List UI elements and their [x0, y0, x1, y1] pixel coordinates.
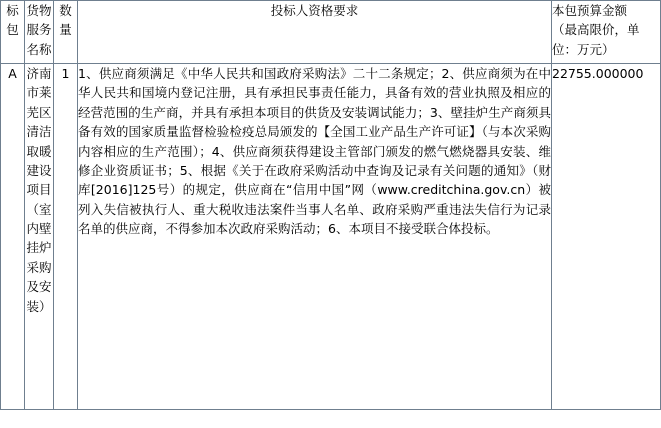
column-header-lot: 标包	[1, 1, 25, 64]
cell-goods-name: 济南市莱芜区清洁取暖建设项目（室内壁挂炉采购及安装）	[25, 64, 54, 410]
table-header-row	[1, 1, 661, 64]
budget-header-line-2: （最高限价，单	[552, 22, 640, 38]
cell-lot-code: A	[1, 64, 25, 410]
table-row	[1, 64, 661, 410]
budget-header-line-1: 本包预算金额	[552, 3, 628, 18]
column-header-bidder-qualification: 投标人资格要求	[78, 1, 552, 64]
cell-budget-amount: 22755.000000	[552, 64, 661, 410]
budget-header-line-3: 位：万元）	[552, 41, 615, 57]
column-header-goods-name: 货物服务名称	[25, 1, 54, 64]
column-header-budget	[552, 1, 661, 64]
cell-bidder-qualification: 1、供应商须满足《中华人民共和国政府采购法》二十二条规定；2、供应商须为在中华人民共和国境内登记注册，具有承担民事责任能力，具备有效的营业执照及相应的经营范围的生产商，并具有承担本项目的供货及安装调试能力；3、壁挂炉生产商须具备有效的国家质量监督检验检疫总局颁发的【全国工业产品生产许可证】（与本次采购内容相应的生产范围）；4、供应商须获得建设主管部门颁发的燃气燃烧器具安装、维修企业资质证书；5、根据《关于在政府采购活动中查询及记录有关问题的通知》（财库[2016]125号）的规定，供应商在“信用中国”网（www.creditchina.gov.cn）被列入失信被执行人、重大税收违法案件当事人名单、政府采购严重违法失信行为记录名单的供应商，不得参加本次政府采购活动；6、本项目不接受联合体投标。	[78, 64, 552, 410]
cell-quantity: 1	[54, 64, 78, 410]
column-header-quantity: 数量	[54, 1, 78, 64]
